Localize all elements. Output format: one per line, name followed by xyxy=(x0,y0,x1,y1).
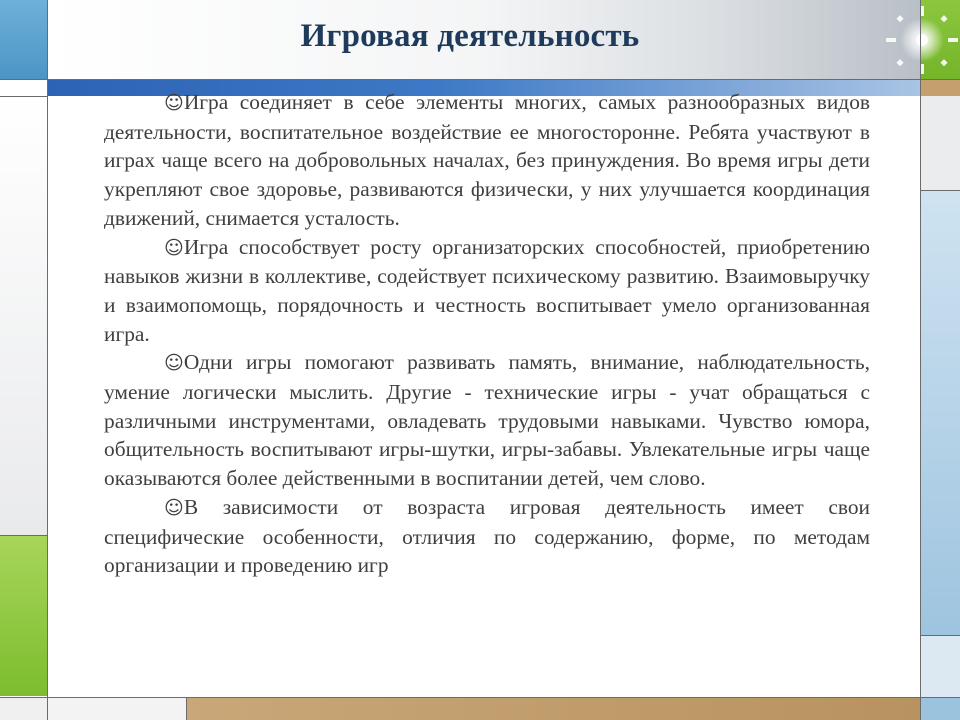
decor-block-left-top xyxy=(0,0,48,80)
slide-title: Игровая деятельность xyxy=(300,18,640,54)
grid-line xyxy=(47,0,48,720)
decor-block-right-tan xyxy=(920,80,960,96)
decor-block-left-mid xyxy=(0,96,48,536)
smiley-bullet-icon: ☺ xyxy=(164,496,184,519)
grid-line xyxy=(0,96,48,97)
grid-line xyxy=(920,190,960,191)
decor-block-left-green xyxy=(0,536,48,696)
body-paragraph: ☺В зависимости от возраста игровая деятельность имеет свои специфические особенности, отличия по содержанию, форме, по методам организации и проведению игр xyxy=(104,494,870,578)
smiley-bullet-icon: ☺ xyxy=(164,352,184,375)
grid-line xyxy=(0,535,48,536)
decor-block-bottom-right xyxy=(920,698,960,720)
decor-block-bottom-left xyxy=(48,698,186,720)
smiley-bullet-icon: ☺ xyxy=(164,92,184,114)
body-paragraph: ☺Игра соединяет в себе элементы многих, самых разнообразных видов деятельности, воспитательное воздействие ее многосторонне. Ребята участвуют в играх чаще всего на добровольных началах, без принуждения. Во время игры дети укрепляют свое здоровье, развиваются физически, у них улучшается координация движений, снимается усталость. xyxy=(104,90,870,230)
grid-line xyxy=(920,0,921,720)
decor-block-right-mid xyxy=(920,96,960,190)
decor-block-left-bottom xyxy=(0,698,48,720)
grid-line xyxy=(0,697,960,698)
grid-line xyxy=(920,635,960,636)
body-paragraph: ☺Одни игры помогают развивать память, внимание, наблюдательность, умение логически мыслить. Другие - технические игры - учат обращаться с различными инструментами, овладевать трудовыми навыками. Чувство юмора, общительность воспитывают игры-шутки, игры-забавы. Увлекательные игры чаще оказываются более действенными в воспитании детей, чем слово. xyxy=(104,350,870,491)
body-paragraph: ☺Игра способствует росту организаторских способностей, приобретению навыков жизни в коллективе, содействует психическому развитию. Взаимовыручку и взаимопомощь, порядочность и честность воспитывает умело организованная игра. xyxy=(104,234,870,346)
grid-line xyxy=(0,79,960,80)
grid-line xyxy=(186,697,187,720)
decor-block-right-blue xyxy=(920,190,960,635)
slide-body xyxy=(104,88,870,580)
decor-block-right-bottom xyxy=(920,635,960,698)
smiley-bullet-icon: ☺ xyxy=(164,236,184,259)
decor-block-bottom-tan xyxy=(186,698,920,720)
